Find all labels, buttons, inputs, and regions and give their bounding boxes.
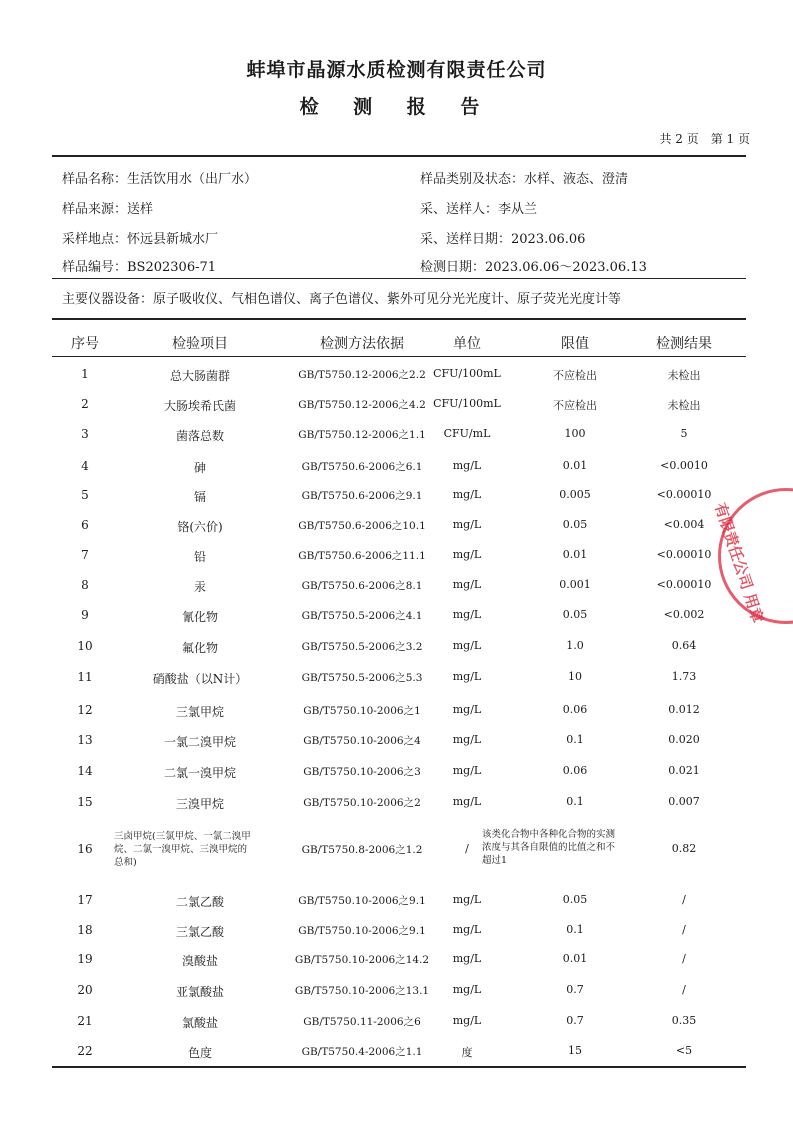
cell-item: 二氯乙酸 — [175, 895, 224, 909]
cell-limit: 1.0 — [566, 639, 584, 652]
cell-item: 硝酸盐（以N计） — [152, 672, 248, 686]
equipment-list: 主要仪器设备：原子吸收仪、气相色谱仪、离子色谱仪、紫外可见分光光度计、原子荧光光度计等 — [62, 292, 622, 307]
cell-result: 5 — [680, 427, 688, 440]
cell-unit: mg/L — [452, 764, 482, 777]
cell-result: 0.021 — [668, 764, 700, 777]
cell-no: 15 — [77, 795, 93, 809]
cell-limit: 0.05 — [562, 518, 588, 531]
cell-method: GB/T5750.10-2006之14.2 — [294, 954, 430, 966]
cell-result: 0.82 — [671, 842, 697, 855]
cell-unit: mg/L — [452, 578, 482, 591]
sample-category: 样品类别及状态：水样、液态、澄清 — [420, 172, 629, 187]
cell-method: GB/T5750.4-2006之1.1 — [301, 1046, 423, 1058]
cell-no: 12 — [77, 703, 93, 717]
cell-unit: mg/L — [452, 923, 482, 936]
cell-method: GB/T5750.10-2006之9.1 — [298, 895, 426, 907]
cell-item: 砷 — [193, 461, 206, 475]
cell-method: GB/T5750.11-2006之6 — [303, 1016, 421, 1028]
cell-result: <0.004 — [663, 518, 705, 531]
cell-method: GB/T5750.5-2006之3.2 — [301, 641, 423, 653]
seal-text: 有限责任公司 用章 — [710, 500, 767, 626]
cell-item: 亚氯酸盐 — [175, 985, 224, 999]
cell-item: 三氯乙酸 — [175, 925, 224, 939]
cell-unit: mg/L — [452, 670, 482, 683]
cell-method: GB/T5750.6-2006之11.1 — [298, 550, 426, 562]
cell-item: 铅 — [193, 550, 206, 564]
cell-no: 6 — [81, 518, 89, 532]
cell-item: 氟化物 — [181, 641, 218, 655]
divider-table-header — [52, 356, 746, 357]
cell-method: GB/T5750.12-2006之4.2 — [298, 399, 426, 411]
cell-result: <5 — [675, 1044, 693, 1057]
cell-result: / — [682, 893, 686, 906]
cell-result: <0.0010 — [660, 459, 708, 472]
cell-no: 8 — [81, 578, 89, 592]
cell-unit: mg/L — [452, 639, 482, 652]
cell-item: 总大肠菌群 — [169, 369, 230, 383]
cell-no: 19 — [77, 952, 93, 966]
divider-table-top — [52, 318, 746, 320]
cell-no: 17 — [77, 893, 93, 907]
cell-unit: mg/L — [452, 488, 482, 501]
cell-method: GB/T5750.10-2006之4 — [303, 735, 421, 747]
cell-method: GB/T5750.10-2006之1 — [303, 705, 421, 717]
cell-no: 5 — [81, 488, 89, 502]
cell-method: GB/T5750.10-2006之9.1 — [298, 925, 426, 937]
cell-method: GB/T5750.6-2006之6.1 — [301, 461, 423, 473]
cell-result: 0.020 — [668, 733, 700, 746]
cell-unit: CFU/100mL — [433, 397, 501, 410]
cell-unit: mg/L — [452, 893, 482, 906]
cell-item: 三氯甲烷 — [175, 705, 224, 719]
cell-result: <0.00010 — [656, 578, 712, 591]
cell-result: 0.012 — [668, 703, 700, 716]
cell-item: 汞 — [193, 580, 206, 594]
cell-unit: mg/L — [452, 703, 482, 716]
cell-item: 三溴甲烷 — [175, 797, 224, 811]
cell-method: GB/T5750.6-2006之10.1 — [298, 520, 426, 532]
cell-result: 0.007 — [668, 795, 700, 808]
cell-result: <0.00010 — [656, 548, 712, 561]
cell-limit: 不应检出 — [553, 369, 597, 382]
cell-method: GB/T5750.12-2006之1.1 — [298, 429, 426, 441]
cell-unit: CFU/mL — [443, 427, 491, 440]
cell-unit: mg/L — [452, 608, 482, 621]
cell-no: 9 — [81, 608, 89, 622]
cell-item: 铬(六价) — [177, 520, 223, 534]
cell-unit: CFU/100mL — [433, 367, 501, 380]
cell-unit: mg/L — [452, 548, 482, 561]
cell-limit: 0.1 — [566, 795, 584, 808]
cell-no: 21 — [77, 1014, 93, 1028]
cell-result: <0.00010 — [656, 488, 712, 501]
cell-unit: 度 — [461, 1046, 473, 1059]
divider-top — [52, 155, 746, 157]
page-info: 共 2 页 第 1 页 — [659, 132, 750, 146]
cell-no: 1 — [81, 367, 89, 381]
header-item: 检验项目 — [172, 336, 228, 352]
cell-unit: mg/L — [452, 983, 482, 996]
cell-no: 13 — [77, 733, 93, 747]
report-title: 检 测 报 告 — [299, 96, 494, 118]
cell-item: 镉 — [193, 490, 206, 504]
cell-method: GB/T5750.10-2006之13.1 — [294, 985, 430, 997]
cell-unit: mg/L — [452, 733, 482, 746]
cell-no: 20 — [77, 983, 93, 997]
cell-no: 10 — [77, 639, 93, 653]
cell-item: 色度 — [187, 1046, 212, 1060]
cell-limit: 0.06 — [562, 703, 588, 716]
cell-result: 0.64 — [671, 639, 697, 652]
cell-item: 大肠埃希氏菌 — [163, 399, 236, 413]
cell-method: GB/T5750.6-2006之9.1 — [301, 490, 423, 502]
cell-method: GB/T5750.8-2006之1.2 — [301, 844, 423, 856]
cell-method: GB/T5750.6-2006之8.1 — [301, 580, 423, 592]
cell-no: 18 — [77, 923, 93, 937]
sample-date: 采、送样日期：2023.06.06 — [420, 232, 586, 247]
cell-no: 7 — [81, 548, 89, 562]
cell-no: 22 — [77, 1044, 93, 1058]
cell-limit: 不应检出 — [553, 399, 597, 412]
cell-unit: mg/L — [452, 518, 482, 531]
cell-unit: mg/L — [452, 952, 482, 965]
cell-unit: mg/L — [452, 459, 482, 472]
cell-item: 氯酸盐 — [181, 1016, 218, 1030]
cell-no: 11 — [77, 670, 93, 684]
test-date: 检测日期：2023.06.06～2023.06.13 — [420, 260, 647, 275]
cell-item: 三卤甲烷(三氯甲烷、一氯二溴甲烷、二氯一溴甲烷、三溴甲烷的总和) — [114, 831, 251, 868]
cell-limit: 0.05 — [562, 608, 588, 621]
cell-result: 0.35 — [671, 1014, 697, 1027]
cell-no: 14 — [77, 764, 93, 778]
cell-method: GB/T5750.5-2006之5.3 — [301, 672, 423, 684]
cell-limit: 0.01 — [562, 952, 588, 965]
cell-method: GB/T5750.12-2006之2.2 — [298, 369, 426, 381]
cell-unit: / — [465, 842, 469, 855]
header-method: 检测方法依据 — [320, 336, 404, 352]
cell-limit: 0.001 — [559, 578, 591, 591]
sampler: 采、送样人：李从兰 — [420, 202, 538, 217]
cell-result: / — [682, 983, 686, 996]
header-limit: 限值 — [561, 336, 589, 352]
cell-no: 2 — [81, 397, 89, 411]
cell-item: 二氯一溴甲烷 — [163, 766, 236, 780]
cell-limit: 100 — [564, 427, 586, 440]
cell-item: 菌落总数 — [175, 429, 224, 443]
cell-method: GB/T5750.10-2006之2 — [303, 797, 421, 809]
cell-limit: 0.06 — [562, 764, 588, 777]
company-name: 蚌埠市晶源水质检测有限责任公司 — [246, 59, 547, 81]
cell-limit: 0.01 — [562, 459, 588, 472]
cell-item: 氰化物 — [181, 610, 218, 624]
cell-result: 1.73 — [671, 670, 697, 683]
divider-info — [52, 278, 746, 279]
cell-limit: 10 — [568, 670, 582, 683]
sample-code: 样品编号：BS202306-71 — [62, 260, 217, 275]
sample-source: 样品来源：送样 — [62, 202, 154, 217]
cell-limit: 0.1 — [566, 733, 584, 746]
header-unit: 单位 — [453, 336, 481, 352]
cell-limit: 0.01 — [562, 548, 588, 561]
cell-limit: 0.005 — [559, 488, 591, 501]
cell-method: GB/T5750.10-2006之3 — [303, 766, 421, 778]
cell-method: GB/T5750.5-2006之4.1 — [301, 610, 423, 622]
cell-no: 3 — [81, 427, 89, 441]
divider-table-bottom — [52, 1066, 746, 1068]
cell-result: 未检出 — [667, 399, 701, 412]
header-result: 检测结果 — [656, 336, 712, 352]
cell-limit: 0.1 — [566, 923, 584, 936]
header-no: 序号 — [71, 336, 99, 352]
cell-limit: 0.05 — [562, 893, 588, 906]
cell-item: 一氯二溴甲烷 — [163, 735, 236, 749]
cell-result: <0.002 — [663, 608, 705, 621]
sample-location: 采样地点：怀远县新城水厂 — [62, 232, 219, 247]
cell-limit: 该类化合物中各种化合物的实测浓度与其各自限值的比值之和不超过1 — [482, 829, 616, 866]
cell-unit: mg/L — [452, 1014, 482, 1027]
cell-no: 4 — [81, 459, 89, 473]
cell-result: / — [682, 923, 686, 936]
cell-limit: 0.7 — [566, 1014, 584, 1027]
cell-unit: mg/L — [452, 795, 482, 808]
sample-name: 样品名称：生活饮用水（出厂水） — [62, 172, 258, 187]
cell-item: 溴酸盐 — [181, 954, 218, 968]
cell-result: 未检出 — [667, 369, 701, 382]
cell-limit: 0.7 — [566, 983, 584, 996]
cell-limit: 15 — [568, 1044, 582, 1057]
cell-no: 16 — [77, 842, 93, 856]
cell-result: / — [682, 952, 686, 965]
